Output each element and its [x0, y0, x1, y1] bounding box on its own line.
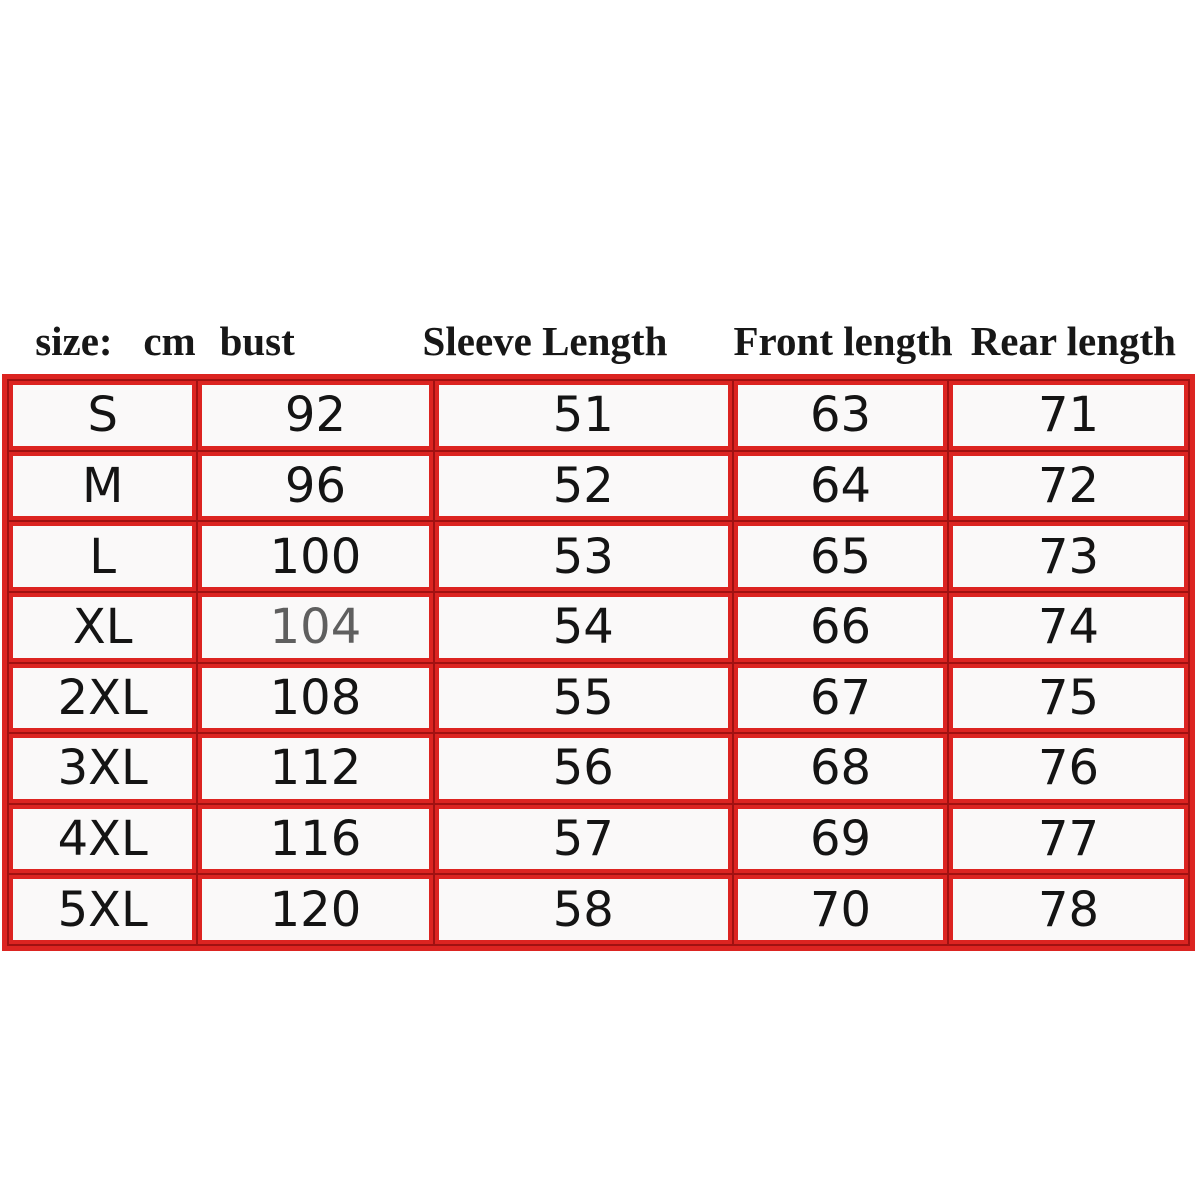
size-cell: 2XL — [9, 664, 196, 733]
header-rear-length — [952, 318, 1195, 372]
size-cell: M — [9, 452, 196, 521]
size-cell: 4XL — [9, 805, 196, 874]
bust-cell: 108 — [198, 664, 432, 733]
front-cell: 67 — [734, 664, 947, 733]
header-rear-length-label: Rear length — [970, 318, 1176, 364]
size-cell: 5XL — [9, 875, 196, 944]
table-row-xl — [9, 593, 1188, 662]
bust-cell-muted: 104 — [198, 593, 432, 662]
table-row-l — [9, 522, 1188, 591]
rear-cell: 76 — [949, 734, 1188, 803]
sleeve-cell: 58 — [435, 875, 732, 944]
size-cell: XL — [9, 593, 196, 662]
sleeve-cell: 55 — [435, 664, 732, 733]
front-cell: 68 — [734, 734, 947, 803]
bust-cell: 120 — [198, 875, 432, 944]
table-row-5xl — [9, 875, 1188, 944]
front-cell: 66 — [734, 593, 947, 662]
sleeve-cell: 56 — [435, 734, 732, 803]
rear-cell: 72 — [949, 452, 1188, 521]
header-bust — [193, 318, 432, 372]
header-bust-label: bust — [219, 318, 295, 364]
front-cell: 70 — [734, 875, 947, 944]
size-cell: 3XL — [9, 734, 196, 803]
sleeve-cell: 54 — [435, 593, 732, 662]
front-cell: 63 — [734, 381, 947, 450]
header-size-cm-label: size: cm — [35, 318, 196, 364]
front-cell: 69 — [734, 805, 947, 874]
header-sleeve-length — [422, 318, 734, 372]
sleeve-cell: 57 — [435, 805, 732, 874]
rear-cell: 73 — [949, 522, 1188, 591]
rear-cell: 77 — [949, 805, 1188, 874]
bust-cell: 112 — [198, 734, 432, 803]
sleeve-cell: 51 — [435, 381, 732, 450]
table-row-m — [9, 452, 1188, 521]
front-cell: 65 — [734, 522, 947, 591]
sleeve-cell: 53 — [435, 522, 732, 591]
size-cell: S — [9, 381, 196, 450]
sleeve-cell: 52 — [435, 452, 732, 521]
rear-cell: 74 — [949, 593, 1188, 662]
rear-cell: 78 — [949, 875, 1188, 944]
header-front-length — [733, 318, 953, 372]
header-sleeve-length-label: Sleeve Length — [422, 318, 668, 364]
size-cell: L — [9, 522, 196, 591]
rear-cell: 71 — [949, 381, 1188, 450]
bust-cell: 116 — [198, 805, 432, 874]
rear-cell: 75 — [949, 664, 1188, 733]
bust-cell: 92 — [198, 381, 432, 450]
table-row-s — [9, 381, 1188, 450]
front-cell: 64 — [734, 452, 947, 521]
table-row-2xl — [9, 664, 1188, 733]
size-chart-table — [2, 374, 1195, 951]
table-row-3xl — [9, 734, 1188, 803]
header-size-cm — [2, 318, 196, 372]
table-row-4xl — [9, 805, 1188, 874]
table-header-row — [2, 290, 1195, 372]
bust-cell: 96 — [198, 452, 432, 521]
header-front-length-label: Front length — [733, 318, 953, 364]
bust-cell: 100 — [198, 522, 432, 591]
